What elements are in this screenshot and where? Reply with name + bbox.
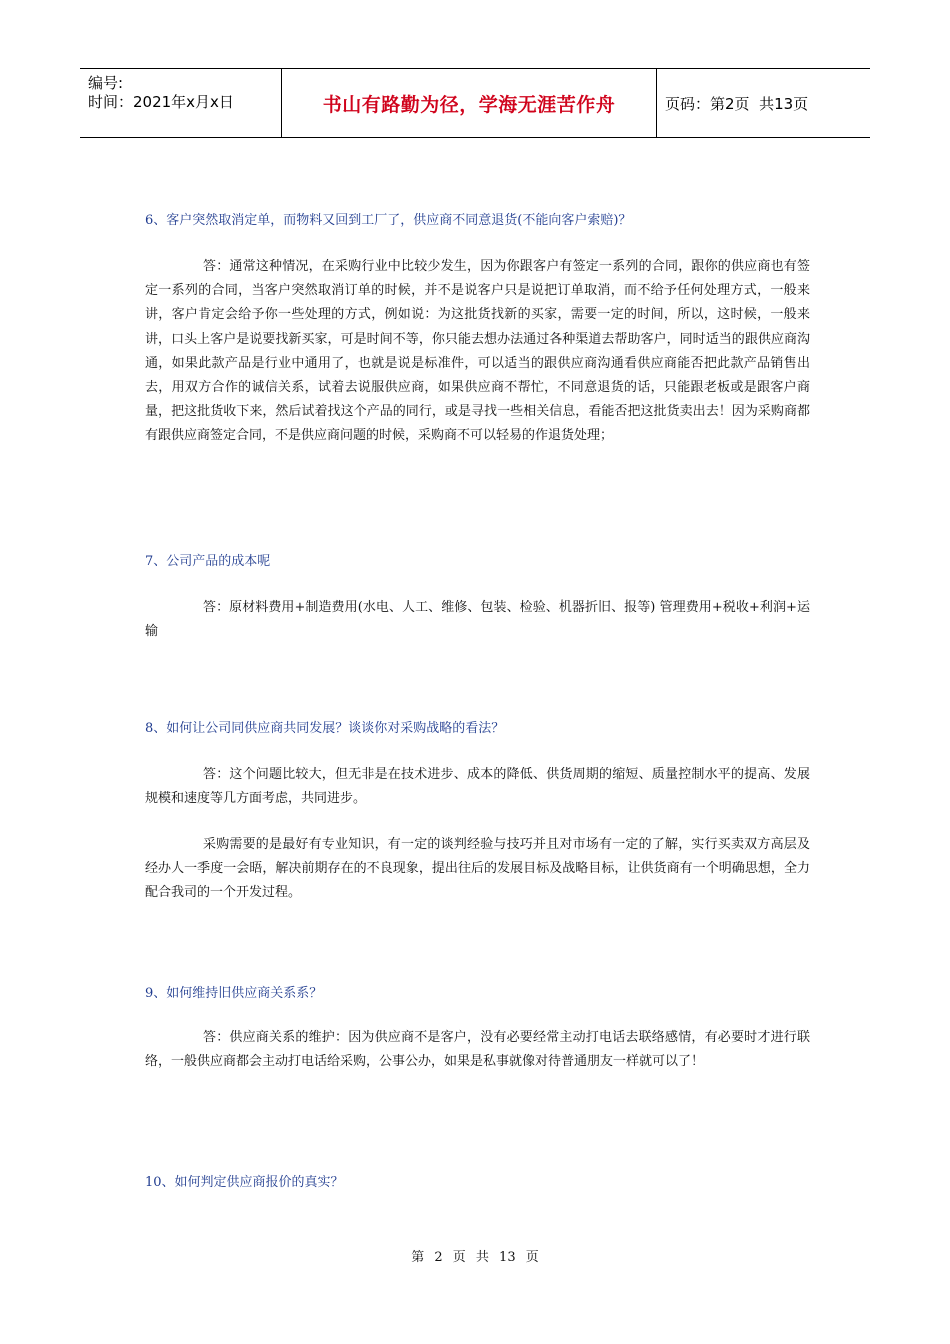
answer-7: 答：原材料费用+制造费用(水电、人工、维修、包装、检验、机器折旧、报等) 管理费用+税收+利润+运输 — [145, 600, 810, 640]
answer-8-paragraph-2: 采购需要的是最好有专业知识，有一定的谈判经验与技巧并且对市场有一定的了解，实行买卖双方高层及经办人一季度一会晤，解决前期存在的不良现象，提出往后的发展目标及战略目标，让供货商有一个明确思想，全力配合我司的一个开发过程。 — [145, 837, 810, 901]
page-header — [80, 68, 870, 138]
question-8: 8、如何让公司同供应商共同发展？谈谈你对采购战略的看法？ — [145, 721, 505, 736]
question-7: 7、公司产品的成本呢 — [145, 554, 271, 569]
question-6: 6、客户突然取消定单，而物料又回到工厂了，供应商不同意退货(不能向客户索赔)？ — [145, 213, 632, 228]
answer-8: 答：这个问题比较大，但无非是在技术进步、成本的降低、供货周期的缩短、质量控制水平的提高、发展规模和速度等几方面考虑，共同进步。 — [145, 767, 810, 807]
header-motto: 书山有路勤为径，学海无涯苦作舟 — [322, 93, 616, 116]
time-label: 时间：2021年x月x日 — [88, 93, 234, 111]
header-page-info: 页码：第2页 共13页 — [665, 94, 809, 113]
question-10: 10、如何判定供应商报价的真实？ — [145, 1175, 344, 1190]
page-footer: 第 2 页 共 13 页 — [411, 1250, 539, 1265]
question-9: 9、如何维持旧供应商关系系？ — [145, 986, 323, 1001]
answer-6: 答：通常这种情况，在采购行业中比较少发生，因为你跟客户有签定一系列的合同，跟你的供应商也有签定一系列的合同，当客户突然取消订单的时候，并不是说客户只是说把订单取消，而不给予任何处理方式，一般来讲，客户肯定会给予你一些处理的方式，例如说：为这批货找新的买家，需要一定的时间，所以，这时候，一般来讲，口头上客户是说要找新买家，可是时间不等，你只能去想办法通过各种渠道去帮助客户，同时适当的跟供应商沟通，如果此款产品是行业中通用了，也就是说是标准件，可以适当的跟供应商沟通看供应商能否把此款产品销售出去，用双方合作的诚信关系，试着去说服供应商，如果供应商不帮忙，不同意退货的话，只能跟老板或是跟客户商量，把这批货收下来，然后试着找这个产品的同行，或是寻找一些相关信息，看能否把这批货卖出去！因为采购商都有跟供应商签定合同，不是供应商问题的时候，采购商不可以轻易的作退货处理； — [145, 259, 810, 444]
number-label: 编号: — [88, 74, 124, 92]
header-motto-cell — [282, 69, 657, 137]
header-meta — [80, 69, 282, 137]
answer-9: 答：供应商关系的维护：因为供应商不是客户，没有必要经常主动打电话去联络感情，有必要时才进行联络，一般供应商都会主动打电话给采购，公事公办，如果是私事就像对待普通朋友一样就可以了！ — [145, 1030, 810, 1070]
